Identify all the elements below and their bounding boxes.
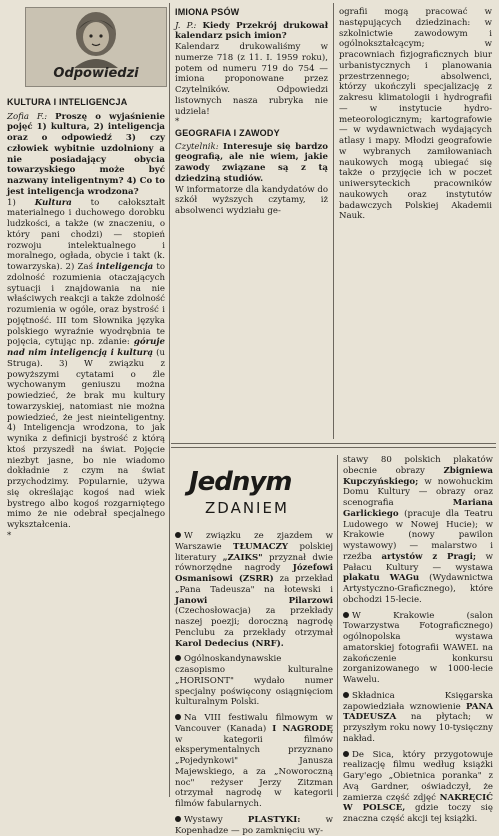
bullet-icon xyxy=(343,612,349,618)
answer: 1) Kultura to całokształt materialnego i duchowego dorobku ludzkości, a także (w znaczeniu, o który pani chodzi) — stopień rozwoju intelektualnego i moralnego, ogłada, obycie i takt (k. towarzyska). 2) Zaś inteligencja to zdolność rozumienia otaczających sytuacji i znajdowania na nie właściwych reakcji a także zdolność rozumienia w ogóle, oraz bystrość i pojętność. III tom Słownika języka polskiego wyraźnie wyodrębnia te pojęcia, cytując np. zdanie: góruje nad nim inteligencją i kulturą (u Struga). 3) W związku z powyższymi cytatami o źle wychowanym geniuszu można powiedzieć, że brak mu kultury towarzyskiej, natomiast nie można powiedzieć, że jest nieinteligentny. 4) Inteligencja wrodzona, to jak wynika z definicji bystrość z którą ktoś przyszedł na świat. Pojęcie niezbyt jasne, bo nie wiadomo dokładnie z czym na świat przychodzimy. Popularnie, używa się określając kogoś nad wiek bystrego albo kogoś rozgarniętego mimo że nie odebrał specjalnego wykształcenia. xyxy=(7,197,166,530)
column-3-news xyxy=(343,455,494,824)
news-item: Na VIII festiwalu filmowym w Vancouver (Kanada) I NAGRODĘ w kategorii filmów eksperymentalnych przyznano „Pojedynkowi" Janusza Majewskiego, a za „Noworoczną noc" reżyser Jerzy Zitzman otrzymał nagrodę w kategorii filmów fabularnych. xyxy=(175,713,333,809)
bullet-icon xyxy=(175,714,181,720)
column-2 xyxy=(175,7,328,439)
logo-word-1: Jednym xyxy=(189,467,292,497)
column-divider-2 xyxy=(333,3,334,439)
question: J. P.: Kiedy Przekrój drukował kalendarz psich imion? xyxy=(175,20,328,42)
bullet-icon xyxy=(175,532,181,538)
column-1 xyxy=(7,97,165,795)
portrait-icon xyxy=(64,10,128,68)
news-item: Składnica Księgarska zapowiedziała wznowienie PANA TADEUSZA na płytach; w przyszłym roku nowy 10-tysięczny nakład. xyxy=(343,690,493,744)
bullet-icon xyxy=(175,655,181,661)
news-item: W związku ze zjazdem w Warszawie TŁUMACZY polskiej literatury „ZAIKS" przyznał dwie równorzędne nagrody Józefowi Osmanisowi (ZSRR) za przekład „Pana Tadeusza" na łotewski i Janowi Pilarzowi (Czechosłowacja) za przekłady naszej poezji; doroczną nagrodę Penclubu za przekłady otrzymał Karol Dedecius (NRF). xyxy=(175,531,334,649)
question: Zofia F.: Proszę o wyjaśnienie pojęć 1) kultura, 2) inteligencja oraz o odpowiedź 3) czy człowiek wybitnie uzdolniony a nie posiadający obycia towarzyskiego może być nazwany inteligentnym? 4) Co to jest inteligencja wrodzona? xyxy=(7,111,166,197)
separator-star: * xyxy=(175,117,180,128)
answer: W informatorze dla kandydatów do szkół wyższych czytamy, iż absolwenci wydziału ge- xyxy=(175,184,329,216)
column-divider-1 xyxy=(169,3,170,797)
logo-word-2: ZDANIEM xyxy=(205,499,289,517)
column-divider-3 xyxy=(337,455,338,797)
newspaper-page xyxy=(3,3,496,836)
bullet-icon xyxy=(175,816,181,822)
question: Czytelnik: Interesuje się bardzo geografią, ale nie wiem, jakie zawody związane są z tą dziedziną studiów. xyxy=(175,141,328,184)
answer: Kalendarz drukowaliśmy w numerze 718 (z 11. I. 1959 roku), potem od numeru 719 do 754 — imiona proponowane przez Czytelników. Odpowiedzi listownych nasza rubryka nie udziela! xyxy=(175,42,328,117)
section-heading: KULTURA I INTELIGENCJA xyxy=(7,97,128,107)
news-item: De Sica, który przygotowuje realizację filmu według książki Gary'ego „Obietnica poranka" z Avą Gardner, oświadczył, że zamierza część zdjęć NAKRĘCIĆ W POLSCE, gdzie toczy się znaczna część akcji tej książki. xyxy=(343,749,493,824)
news-item: Ogólnoskandynawskie czasopismo kulturalne „HORISONT" wydało numer specjalny poświęcony osiągnięciom kulturalnym Polski. xyxy=(175,654,333,708)
news-item: Wystawy PLASTYKI: w Kopenhadze — po zamknięciu wy- xyxy=(175,814,334,836)
section-heading: IMIONA PSÓW xyxy=(175,7,240,17)
section-heading: GEOGRAFIA I ZAWODY xyxy=(175,128,280,138)
section-divider-2 xyxy=(171,447,496,448)
news-item: stawy 80 polskich plakatów obecnie obrazy Zbigniewa Kupczyńskiego; w nowohuckim Domu Kultury — obrazy oraz scenografia Mariana Garlickiego (pracuje dla Teatru Ludowego w Nowej Hucie); w Krakowie (nowy pawilon wystawowy) — malarstwo i rzeźba artystów z Pragi; w Pałacu Kultury — wystawa plakatu WAGu (Wydawnictwa Artystyczno-Graficznego), które obchodzi 15-lecie. xyxy=(343,455,494,605)
news-item: W Krakowie (salon Towarzystwa Fotograficznego) ogólnopolska wystawa amatorskiej fotografii WAWEL na zakończenie konkursu zorganizowanego w 1000-lecie Wawelu. xyxy=(343,610,493,685)
header-illustration xyxy=(25,7,167,87)
bullet-icon xyxy=(343,751,349,757)
header-title: Odpowiedzi xyxy=(53,66,139,81)
separator-star: * xyxy=(7,530,12,541)
section-divider xyxy=(171,443,496,444)
bullet-icon xyxy=(343,692,349,698)
jednym-zdaniem-logo xyxy=(183,465,303,527)
column-3 xyxy=(339,7,492,439)
answer-continued: ografii mogą pracować w następujących dziedzinach: w szkolnictwie zawodowym i ogólnokształcącym; w pracowniach fizjograficznych biur urbanistycznych i planowania przestrzennego; absolwenci, którzy ukończyli specjalizację z zakresu klimatologii i hydrografii — w instytucie hydro-meteorologicznym; kartografowie — w wydawnictwach wydających atlasy i mapy. Młodzi geografowie w wybranych zamiłowaniach naukowych mogą ubiegać się także o przyjęcie ich w poczet uniwersyteckich pracowników naukowych oraz instytutów badawczych Polskiej Akademii Nauk. xyxy=(339,7,492,222)
column-2-news xyxy=(175,531,334,836)
